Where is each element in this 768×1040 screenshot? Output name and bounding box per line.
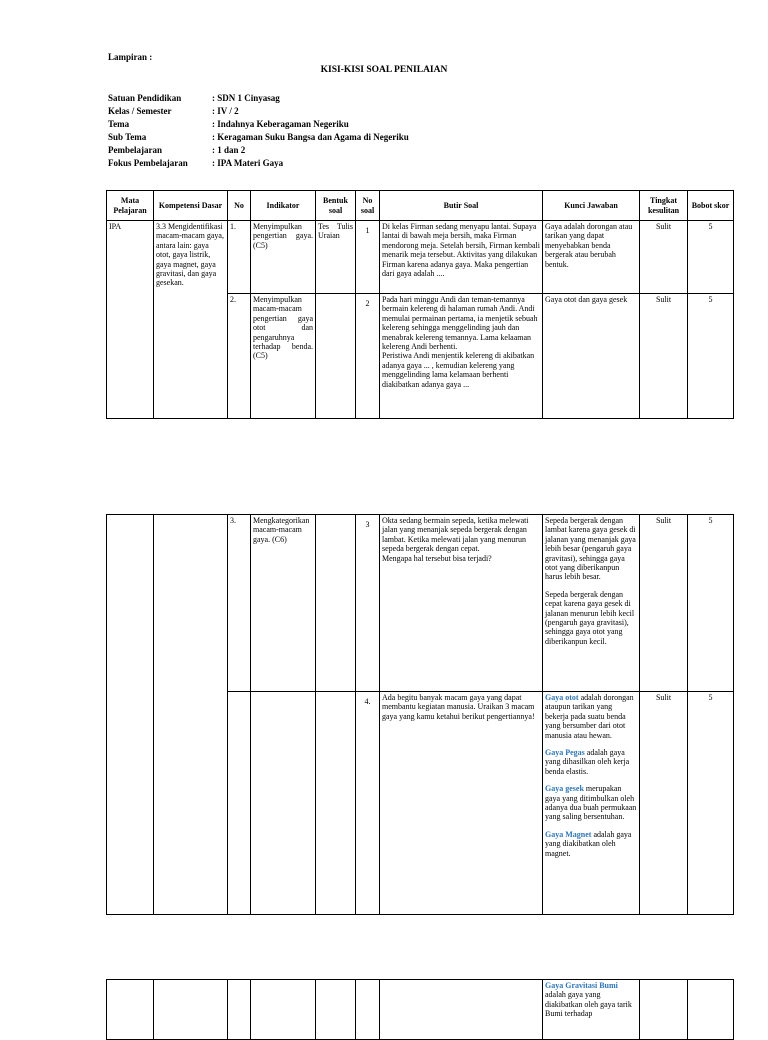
meta-value: : SDN 1 Cinyasag	[212, 93, 280, 103]
cell-mapel	[107, 515, 154, 915]
cell-kunci	[543, 515, 640, 692]
meta-label: Satuan Pendidikan	[108, 93, 182, 103]
cell-tingkat: Sulit	[640, 515, 688, 692]
cell-tingkat: Sulit	[640, 692, 688, 915]
header-row	[107, 191, 734, 221]
cell-nosoal: 3	[356, 515, 380, 692]
kunci-part-2: Sepeda bergerak dengan cepat karena gaya gesek di jalanan menurun lebih kecil (pengaruh gaya gravitasi), sehingga gaya otot yang diberikanpun kecil.	[545, 589, 635, 646]
meta-row	[108, 93, 528, 106]
meta-label: Fokus Pembelajaran	[108, 158, 188, 168]
cell-kd	[154, 980, 228, 1040]
meta-row	[108, 119, 528, 132]
cell-no	[228, 692, 251, 915]
meta-value: : Indahnya Keberagaman Negeriku	[212, 119, 349, 129]
cell-butir: Di kelas Firman sedang menyapu lantai. Supaya lantai di bawah meja bersih, maka Firman mendorong meja. Setelah bersih, Firman kembali menarik meja tersebut. Aktivitas yang dilakukan Firman karena adanya gaya. Maka pengertian dari gaya adalah ....	[380, 221, 543, 294]
cell-kd: 3.3 Mengidentifikasi macam-macam gaya, antara lain: gaya otot, gaya listrik, gaya magnet, gaya gravitasi, dan gaya gesekan.	[154, 221, 228, 419]
header-bentuk: Bentuk soal	[316, 191, 356, 221]
butir-question: Peristiwa Andi menjentik kelereng di akibatkan adanya gaya ... , kemudian kelereng yang menggelinding lama kelamaan berhenti diakibatkan adanya gaya ...	[382, 351, 535, 389]
cell-indikator: Menyimpulkan macam-macam pengertian gaya otot dan pengaruhnya terhadap benda. (C5)	[251, 294, 316, 419]
butir-text: Pada hari minggu Andi dan teman-temannya bermain kelereng di halaman rumah Andi. Andi memulai permainan pertama, ia menjetik sebuah kelereng sehingga menggelinding jauh dan menabrak kelereng temannya. Lama kelaaman kelereng Andi berhenti.	[382, 295, 538, 352]
cell-kunci	[543, 692, 640, 915]
header-bobot: Bobot skor	[688, 191, 734, 221]
meta-value: : IV / 2	[212, 106, 239, 116]
cell-indikator: Mengkategorikan macam-macam gaya. (C6)	[251, 515, 316, 692]
cell-tingkat	[640, 980, 688, 1040]
cell-bobot: 5	[688, 692, 734, 915]
cell-kunci: Gaya adalah dorongan atau tarikan yang dapat menyebabkan benda bergerak atau berubah bentuk.	[543, 221, 640, 294]
cell-nosoal: 1	[356, 221, 380, 294]
cell-indikator	[251, 980, 316, 1040]
header-butir: Butir Soal	[380, 191, 543, 221]
cell-mapel: IPA	[107, 221, 154, 419]
header-mapel: Mata Pelajaran	[107, 191, 154, 221]
cell-bobot: 5	[688, 294, 734, 419]
butir-text: Okta sedang bermain sepeda, ketika melewati jalan yang menanjak sepeda bergerak dengan lambat. Ketika melewati jalan yang menurun sepeda bergerak dengan cepat.	[382, 516, 529, 554]
cell-bentuk	[316, 515, 356, 692]
meta-label: Sub Tema	[108, 132, 147, 142]
cell-butir	[380, 294, 543, 419]
cell-butir	[380, 980, 543, 1040]
meta-block	[108, 93, 528, 171]
cell-bentuk	[316, 980, 356, 1040]
cell-bentuk	[316, 692, 356, 915]
cell-bobot: 5	[688, 221, 734, 294]
cell-butir	[380, 515, 543, 692]
header-nosoal: No soal	[356, 191, 380, 221]
cell-indikator: Menyimpulkan pengertian gaya. (C5)	[251, 221, 316, 294]
table-row	[107, 515, 734, 692]
cell-indikator	[251, 692, 316, 915]
meta-label: Pembelajaran	[108, 145, 162, 155]
cell-butir: Ada begitu banyak macam gaya yang dapat membantu kegiatan manusia. Uraikan 3 macam gaya yang kamu ketahui berikut pengertiannya!	[380, 692, 543, 915]
cell-mapel	[107, 980, 154, 1040]
kunci-gaya-otot: Gaya otot adalah dorongan ataupun tarikan yang bekerja pada suatu benda yang bersumber dari otot manusia atau hewan.	[545, 693, 634, 740]
cell-kd	[154, 515, 228, 915]
meta-row	[108, 132, 528, 145]
header-no: No	[228, 191, 251, 221]
header-kd: Kompetensi Dasar	[154, 191, 228, 221]
header-indikator: Indikator	[251, 191, 316, 221]
meta-row	[108, 106, 528, 119]
cell-no	[228, 980, 251, 1040]
cell-nosoal: 2	[356, 294, 380, 419]
meta-label: Tema	[108, 119, 130, 129]
cell-kunci	[543, 980, 640, 1040]
meta-row	[108, 145, 528, 158]
kunci-gaya-gesek: Gaya gesek merupakan gaya yang ditimbulkan oleh adanya dua buah permukaan yang saling bersentuhan.	[545, 784, 637, 822]
header-tingkat: Tingkat kesulitan	[640, 191, 688, 221]
cell-bobot	[688, 980, 734, 1040]
kisi-table-page3	[106, 979, 734, 1040]
cell-tingkat: Sulit	[640, 294, 688, 419]
cell-kunci: Gaya otot dan gaya gesek	[543, 294, 640, 419]
butir-question: Mengapa hal tersebut bisa terjadi?	[382, 553, 492, 563]
kisi-table-page1	[106, 190, 734, 419]
lampiran-label: Lampiran :	[108, 52, 153, 62]
cell-no: 3.	[228, 515, 251, 692]
kunci-part-1: Sepeda bergerak dengan lambat karena gaya gesek di jalanan yang menanjak gaya lebih besar (pengaruh gaya gravitasi), sehingga gaya otot yang diberikanpun harus lebih besar.	[545, 516, 636, 582]
table-row	[107, 221, 734, 294]
meta-label: Kelas / Semester	[108, 106, 172, 116]
meta-row	[108, 158, 528, 171]
kunci-gaya-magnet: Gaya Magnet adalah gaya yang diakibatkan oleh magnet.	[545, 829, 632, 858]
meta-value: : Keragaman Suku Bangsa dan Agama di Negeriku	[212, 132, 409, 142]
cell-bobot: 5	[688, 515, 734, 692]
meta-value: : 1 dan 2	[212, 145, 246, 155]
cell-tingkat: Sulit	[640, 221, 688, 294]
table-row	[107, 980, 734, 1040]
kisi-table-page2	[106, 514, 734, 915]
cell-no: 2.	[228, 294, 251, 419]
cell-bentuk: Tes Tulis Uraian	[316, 221, 356, 294]
cell-nosoal	[356, 980, 380, 1040]
kunci-gaya-gravitasi: Gaya Gravitasi Bumi adalah gaya yang diakibatkan oleh gaya tarik Bumi terhadap	[545, 981, 632, 1019]
page-title: KISI-KISI SOAL PENILAIAN	[320, 65, 448, 75]
cell-no: 1.	[228, 221, 251, 294]
meta-value: : IPA Materi Gaya	[212, 158, 284, 168]
kunci-gaya-pegas: Gaya Pegas adalah gaya yang dihasilkan oleh kerja benda elastis.	[545, 748, 630, 776]
cell-bentuk	[316, 294, 356, 419]
cell-nosoal: 4.	[356, 692, 380, 915]
header-kunci: Kunci Jawaban	[543, 191, 640, 221]
